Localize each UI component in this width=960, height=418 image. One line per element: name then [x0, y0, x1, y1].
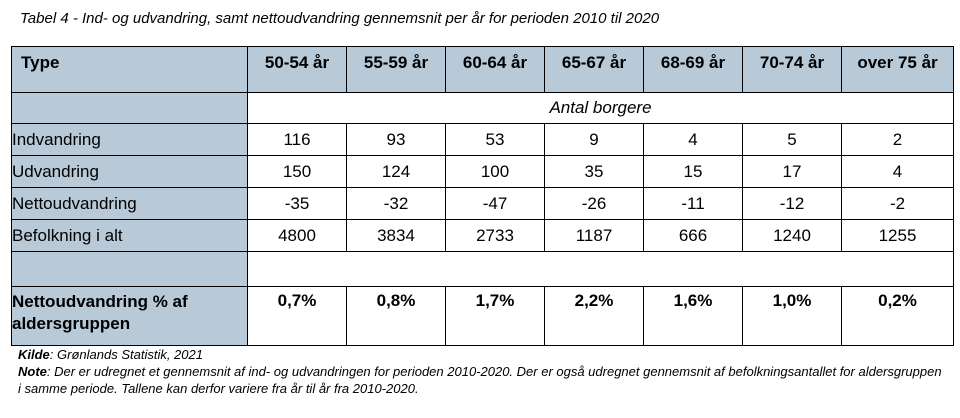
column-header: 55-59 år [347, 47, 446, 93]
table-row [12, 188, 954, 220]
table-cell: -35 [248, 188, 347, 220]
row-label: Udvandring [12, 156, 248, 188]
table-cell: 15 [644, 156, 743, 188]
row-label-line: aldersgruppen [12, 314, 131, 333]
row-label-line: Nettoudvandring % af [12, 292, 188, 311]
percent-row [12, 287, 954, 346]
table-cell: 4 [644, 124, 743, 156]
table-cell: 116 [248, 124, 347, 156]
table-cell: 4800 [248, 220, 347, 252]
table-cell: -2 [842, 188, 954, 220]
table-cell: 1240 [743, 220, 842, 252]
column-header: 70-74 år [743, 47, 842, 93]
column-header: 68-69 år [644, 47, 743, 93]
subheader-row [12, 93, 954, 124]
table-cell: 100 [446, 156, 545, 188]
table-cell: 17 [743, 156, 842, 188]
column-header: 65-67 år [545, 47, 644, 93]
row-label-empty [12, 252, 248, 287]
table-cell: 1,0% [743, 287, 842, 346]
table-cell: 2733 [446, 220, 545, 252]
table-cell: -47 [446, 188, 545, 220]
table-cell: -26 [545, 188, 644, 220]
note-line [18, 363, 948, 397]
blank-row [12, 252, 954, 287]
table-cell: 2,2% [545, 287, 644, 346]
row-label: Indvandring [12, 124, 248, 156]
table-cell: 93 [347, 124, 446, 156]
header-row [12, 47, 954, 93]
source-text: : Grønlands Statistik, 2021 [49, 347, 203, 362]
row-label [12, 287, 248, 346]
table-cell: 0,8% [347, 287, 446, 346]
table-cell: 150 [248, 156, 347, 188]
blank-cell [248, 252, 954, 287]
note-text: : Der er udregnet et gennemsnit af ind- og udvandringen for perioden 2010-2020. Der er også udregnet gennemsnit af befolkningsantallet for aldersgruppen i samme periode. Tallene kan derfor variere fra år til år fra 2010-2020. [18, 364, 942, 396]
table-cell: 35 [545, 156, 644, 188]
table-cell: -12 [743, 188, 842, 220]
table-cell: 5 [743, 124, 842, 156]
table-row [12, 220, 954, 252]
table-cell: 4 [842, 156, 954, 188]
table-cell: 53 [446, 124, 545, 156]
table-cell: 0,7% [248, 287, 347, 346]
units-subheader: Antal borgere [248, 93, 954, 124]
table-cell: 2 [842, 124, 954, 156]
note-label: Note [18, 364, 47, 379]
column-header: over 75 år [842, 47, 954, 93]
table-cell: 124 [347, 156, 446, 188]
table-caption: Tabel 4 - Ind- og udvandring, samt nettoudvandring gennemsnit per år for perioden 2010 til 2020 [20, 10, 660, 27]
migration-table [11, 46, 954, 346]
column-header: 50-54 år [248, 47, 347, 93]
table-cell: 1,6% [644, 287, 743, 346]
table-cell: 3834 [347, 220, 446, 252]
type-header: Type [12, 47, 248, 93]
table-cell: 1,7% [446, 287, 545, 346]
table-cell: -11 [644, 188, 743, 220]
table-cell: 1187 [545, 220, 644, 252]
table-cell: 1255 [842, 220, 954, 252]
row-label: Nettoudvandring [12, 188, 248, 220]
source-line [18, 346, 948, 363]
column-header: 60-64 år [446, 47, 545, 93]
row-label: Befolkning i alt [12, 220, 248, 252]
table-row [12, 124, 954, 156]
table-cell: 666 [644, 220, 743, 252]
table-cell: 9 [545, 124, 644, 156]
table-row [12, 156, 954, 188]
table-cell: -32 [347, 188, 446, 220]
source-label: Kilde [18, 347, 50, 362]
row-label-empty [12, 93, 248, 124]
table-notes [18, 346, 948, 397]
table-cell: 0,2% [842, 287, 954, 346]
